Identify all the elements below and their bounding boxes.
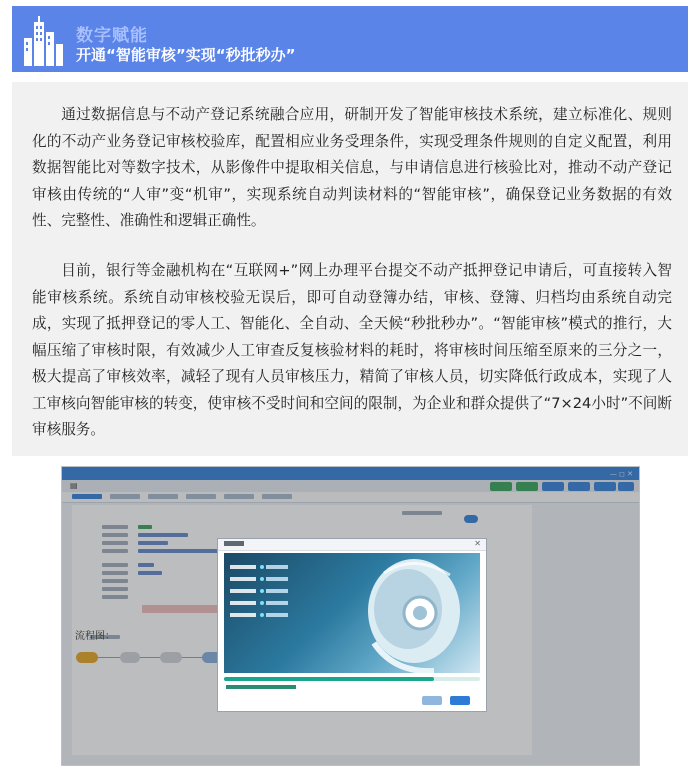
header-banner xyxy=(12,6,688,72)
ai-robot-illustration xyxy=(224,553,480,673)
system-screenshot xyxy=(61,466,640,766)
article-paragraph: 通过数据信息与不动产登记系统融合应用，研制开发了智能审核技术系统，建立标准化、规则化的不动产业务登记审核校验库，配置相应业务受理条件，实现受理条件规则的自定义配置，利用数据智能比对等数字技术，从影像件中提取相关信息，与申请信息进行核验比对，推动不动产登记审核由传统的“人审”变“机审”，实现系统自动判读材料的“智能审核”，确保登记业务数据的有效性、完整性、准确性和逻辑正确性。 xyxy=(32,106,672,229)
dialog-button xyxy=(450,696,470,705)
progress-fill xyxy=(224,677,434,681)
flow-label: 流程图： xyxy=(75,631,115,642)
banner-headline: 开通“智能审核”实现“秒批秒办” xyxy=(76,46,296,64)
banner-kicker: 数字赋能 xyxy=(76,26,148,46)
dialog-button xyxy=(422,696,442,705)
smart-review-dialog xyxy=(217,538,487,712)
review-progress-bar xyxy=(224,677,480,681)
dialog-header xyxy=(218,539,486,551)
review-status-text xyxy=(226,685,296,689)
article-paragraph: 目前，银行等金融机构在“互联网+”网上办理平台提交不动产抵押登记申请后，可直接转入智能审核系统。系统自动审核校验无误后，即可自动登簿办结，审核、登簿、归档均由系统自动完成，实现了抵押登记的零人工、智能化、全自动、全天候“秒批秒办”。“智能审核”模式的推行，大幅压缩了审核时限，有效减少人工审查反复核验材料的耗时，将审核时间压缩至原来的三分之一，极大提高了审核效率，减轻了现有人员审核压力，精简了审核人员，切实降低行政成本，实现了人工审核向智能审核的转变，使审核不受时间和空间的限制，为企业和群众提供了“7×24小时”不间断审核服务。 xyxy=(32,262,672,438)
city-buildings-icon xyxy=(22,16,64,66)
app-logo-icon: ▤ xyxy=(70,481,78,490)
window-controls-icon: — ◻ ✕ xyxy=(609,470,633,478)
article-text-box xyxy=(12,82,688,456)
dialog-title xyxy=(224,541,244,546)
close-icon: ✕ xyxy=(474,539,481,548)
